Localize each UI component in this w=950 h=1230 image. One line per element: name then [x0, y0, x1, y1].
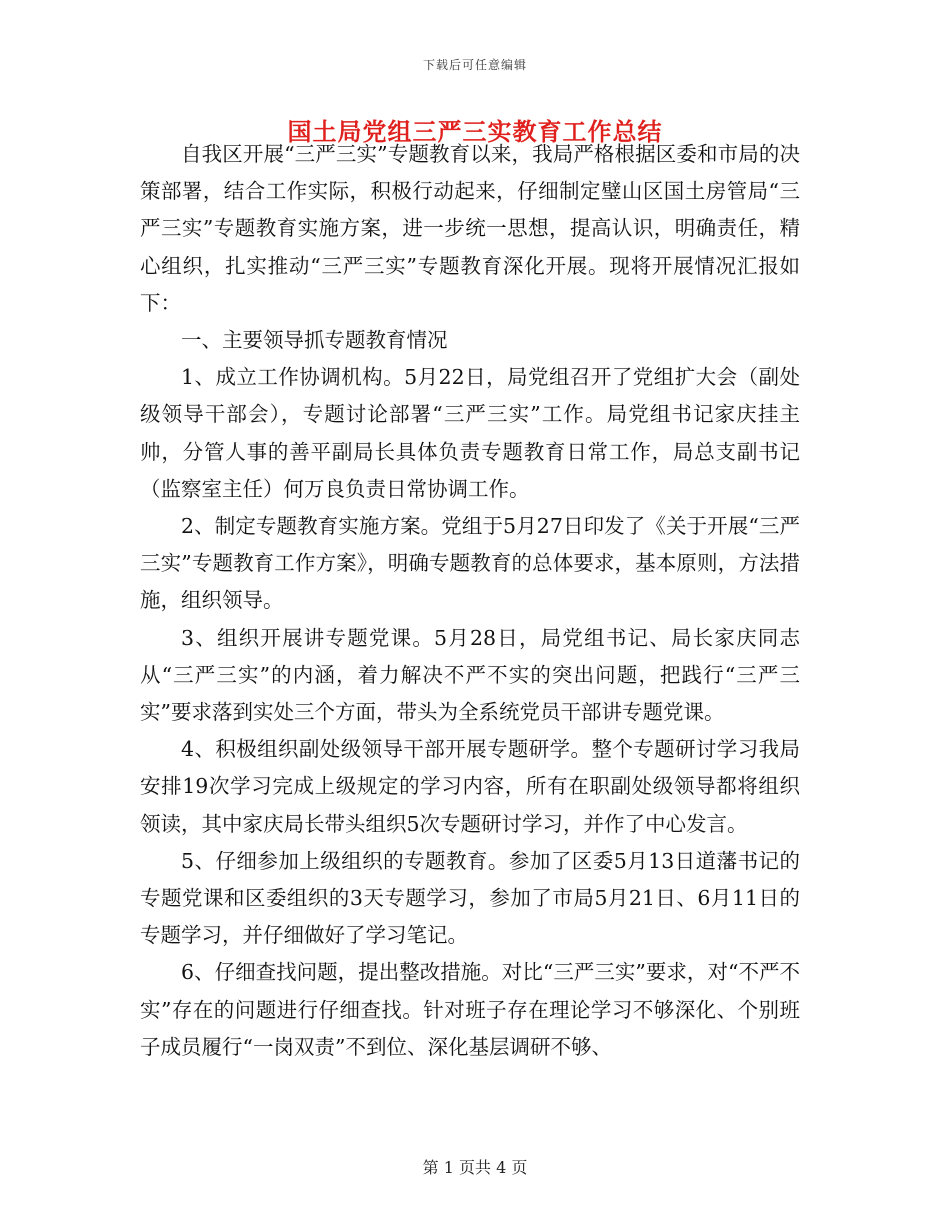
paragraph-intro: 自我区开展“三严三实”专题教育以来，我局严格根据区委和市局的决策部署，结合工作实际，积极行动起来，仔细制定璧山区国土房管局“三严三实”专题教育实施方案，进一步统一思想，提高认识，明确责任，精心组织，扎实推动“三严三实”专题教育深化开展。现将开展情况汇报如下： — [140, 142, 800, 315]
paragraph-item-4: 4、积极组织副处级领导干部开展专题研学。整个专题研讨学习我局安排19次学习完成上级规定的学习内容，所有在职副处级领导都将组织领读，其中家庆局长带头组织5次专题研讨学习，并作了中心发言。 — [140, 737, 800, 836]
paragraph-section-heading: 一、主要领导抓专题教育情况 — [181, 328, 448, 353]
paragraph-item-1: 1、成立工作协调机构。5月22日，局党组召开了党组扩大会（副处级领导干部会），专题讨论部署“三严三实”工作。局党组书记家庆挂主帅，分管人事的善平副局长具体负责专题教育日常工作，局总支副书记（监察室主任）何万良负责日常协调工作。 — [140, 365, 800, 501]
document-body — [140, 136, 800, 1066]
paragraph-item-5: 5、仔细参加上级组织的专题教育。参加了区委5月13日道藩书记的专题党课和区委组织的3天专题学习，参加了市局5月21日、6月11日的专题学习，并仔细做好了学习笔记。 — [140, 848, 800, 948]
paragraph-item-3: 3、组织开展讲专题党课。5月28日，局党组书记、局长家庆同志从“三严三实”的内涵，着力解决不严不实的突出问题，把践行“三严三实”要求落到实处三个方面，带头为全系统党员干部讲专题党课。 — [140, 625, 800, 725]
document-title: 国土局党组三严三实教育工作总结 — [287, 117, 663, 146]
header-note: 下载后可任意编辑 — [422, 58, 527, 72]
paragraph-item-6: 6、仔细查找问题，提出整改措施。对比“三严三实”要求，对“不严不实”存在的问题进行仔细查找。针对班子存在理论学习不够深化、个别班子成员履行“一岗双责”不到位、深化基层调研不够、 — [140, 960, 800, 1059]
paragraph-item-2: 2、制定专题教育实施方案。党组于5月27日印发了《关于开展“三严三实”专题教育工作方案》，明确专题教育的总体要求，基本原则，方法措施，组织领导。 — [140, 514, 800, 613]
page-number: 第 1 页共 4 页 — [422, 1158, 528, 1177]
